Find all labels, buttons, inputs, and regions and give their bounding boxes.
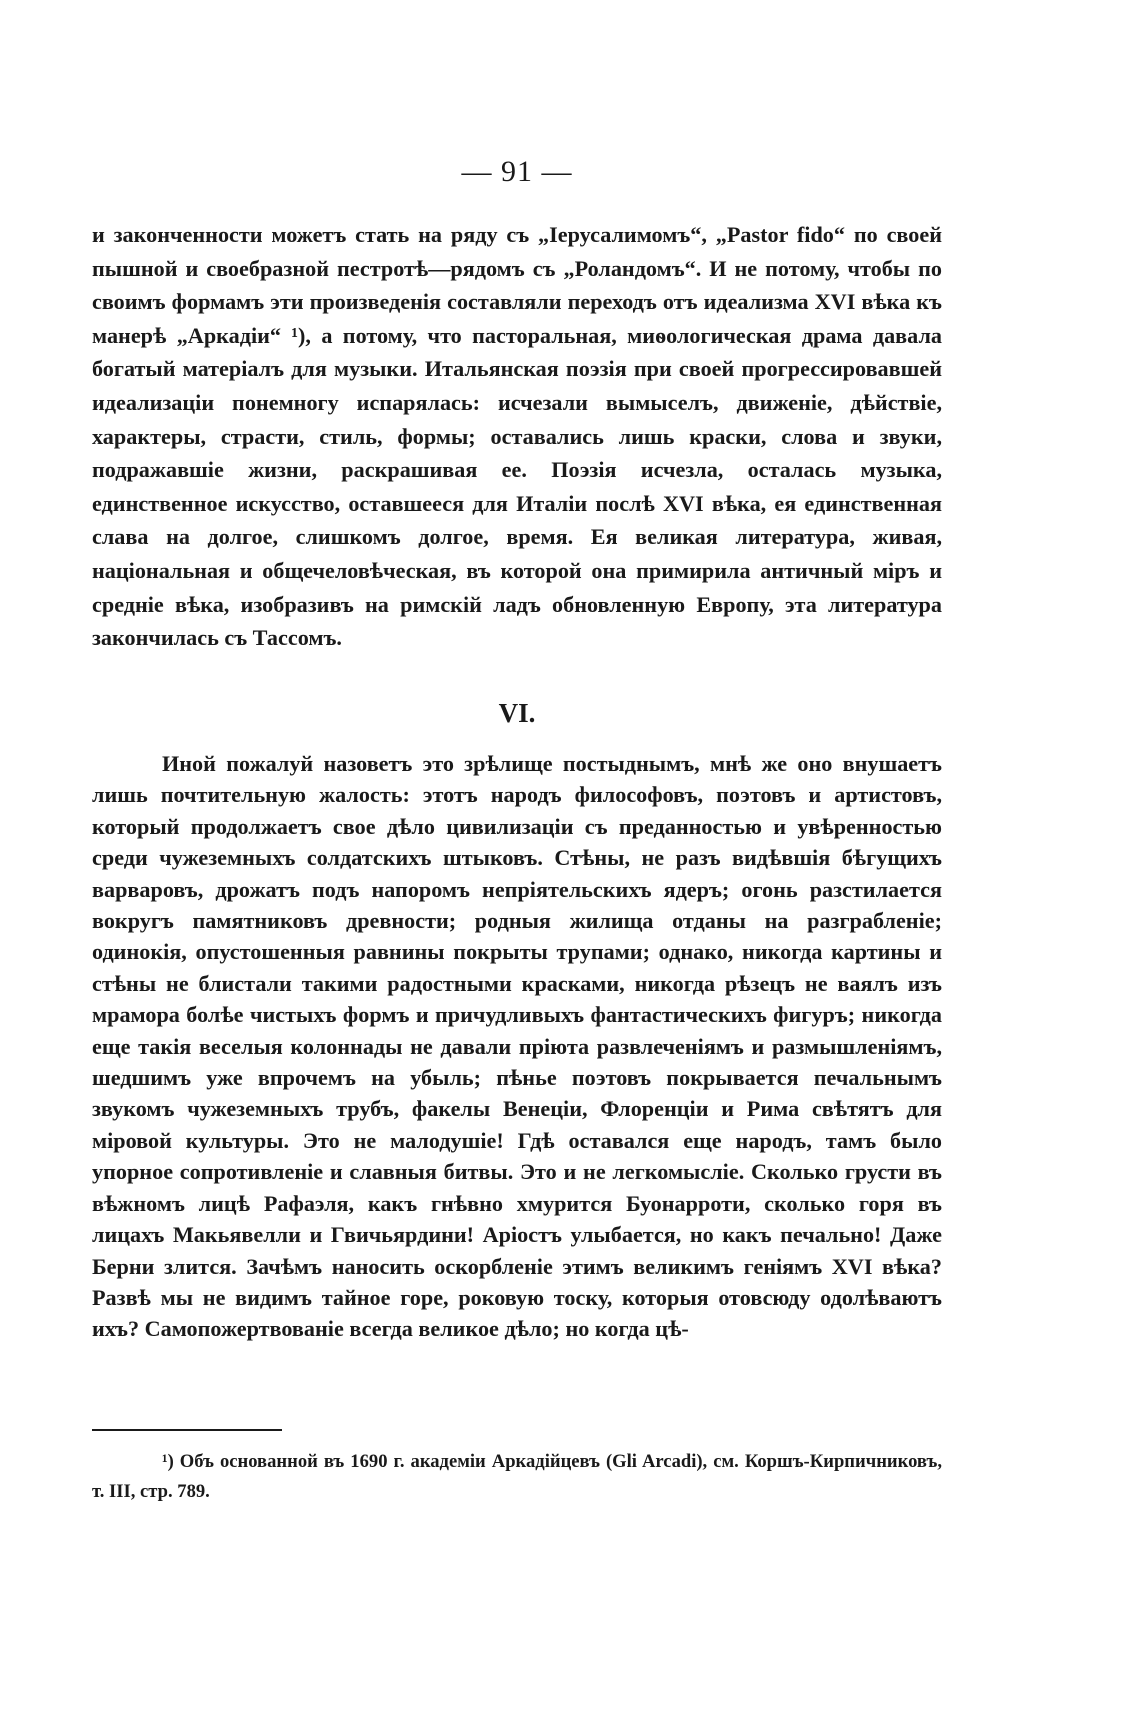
footnote-divider xyxy=(92,1429,282,1431)
footnote: ¹) Объ основанной въ 1690 г. академіи Аркадійцевъ (Gli Arcadi), см. Коршъ-Кирпичниковъ, т. III, стр. 789. xyxy=(92,1451,942,1502)
body-paragraph: и законченности можетъ стать на ряду съ „Іерусалимомъ“, „Pastor fido“ по своей пышной и своебразной пестротѣ—рядомъ съ „Роландомъ“. И не потому, чтобы по своимъ формамъ эти произведенія составляли переходъ отъ идеализма XVI вѣка къ манерѣ „Аркадіи“ ¹), а потому, что пасторальная, миѳологическая драма давала богатый матеріалъ для музыки. Итальянская поэзія при своей прогрессировавшей идеализаціи понемногу испарялась: исчезали вымыселъ, движеніе, дѣйствіе, характеры, страсти, стиль, формы; оставались лишь краски, слова и звуки, подражавшіе жизни, раскрашивая ее. Поэзія исчезла, осталась музыка, единственное искусство, оставшееся для Италіи послѣ XVI вѣка, ея единственная слава на долгое, слишкомъ долгое, время. Ея великая литература, живая, національная и общечеловѣческая, въ которой она примирила античный міръ и средніе вѣка, изобразивъ на римскій ладъ обновленную Европу, эта литература закончилась съ Тассомъ. xyxy=(92,222,942,651)
book-page xyxy=(92,0,942,1730)
page-number: — 91 — xyxy=(461,155,573,188)
section-heading: VI. xyxy=(498,698,536,728)
body-paragraph: Иной пожалуй назоветъ это зрѣлище постыднымъ, мнѣ же оно внушаетъ лишь почтительную жалость: этотъ народъ философовъ, поэтовъ и артистовъ, который продолжаетъ свое дѣло цивилизаціи съ преданностью и увѣренностью среди чужеземныхъ солдатскихъ штыковъ. Стѣны, не разъ видѣвшія бѣгущихъ варваровъ, дрожатъ подъ напоромъ непріятельскихъ ядеръ; огонь разстилается вокругъ памятниковъ древности; родныя жилища отданы на разграбленіе; одинокія, опустошенныя равнины покрыты трупами; однако, никогда картины и стѣны не блистали такими радостными красками, никогда рѣзецъ не ваялъ изъ мрамора болѣе чистыхъ формъ и причудливыхъ фантастическихъ фигуръ; никогда еще такія веселыя колоннады не давали пріюта развлеченіямъ и размышленіямъ, шедшимъ уже впрочемъ на убыль; пѣнье поэтовъ покрывается печальнымъ звукомъ чужеземныхъ трубъ, факелы Венеціи, Флоренціи и Рима свѣтятъ для міровой культуры. Это не малодушіе! Гдѣ оставался еще народъ, тамъ было упорное сопротивленіе и славныя битвы. Это и не легкомысліе. Сколько грусти въ вѣжномъ лицѣ Рафаэля, какъ гнѣвно хмурится Буонарроти, сколько горя въ лицахъ Макьявелли и Гвичьярдини! Аріостъ улыбается, но какъ печально! Даже Берни злится. Зачѣмъ наносить оскорбленіе этимъ великимъ геніямъ XVI вѣка? Развѣ мы не видимъ тайное горе, роковую тоску, которыя отовсюду одолѣваютъ ихъ? Самопожертвованіе всегда великое дѣло; но когда цѣ- xyxy=(92,751,942,1342)
